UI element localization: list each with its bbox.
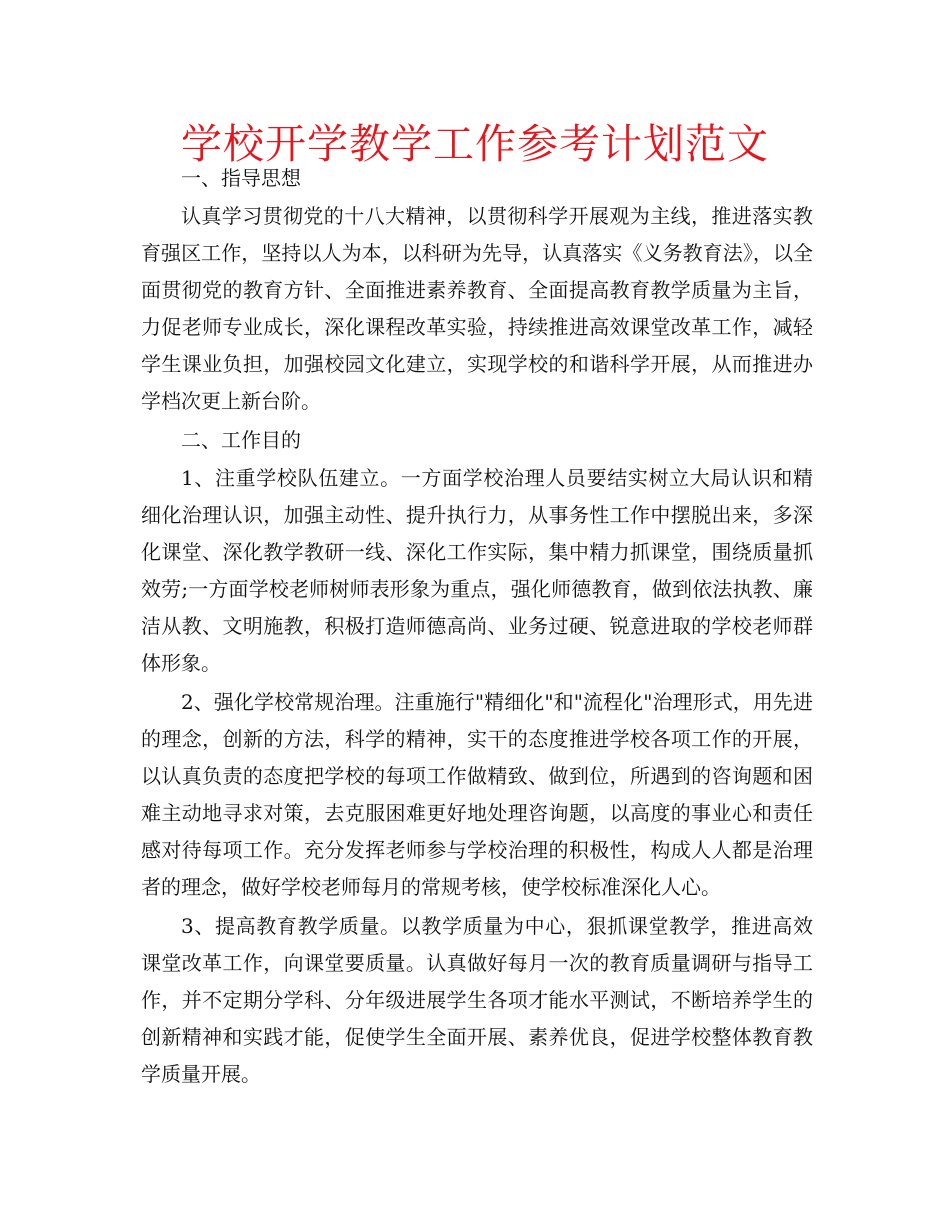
document-body: [141, 160, 813, 1093]
paragraph: 3、提高教育教学质量。以教学质量为中心，狠抓课堂教学，推进高效课堂改革工作，向课堂要质量。认真做好每月一次的教育质量调研与指导工作，并不定期分学科、分年级进展学生各项才能水平测试，不断培养学生的创新精神和实践才能，促使学生全面开展、素养优良，促进学校整体教育教学质量开展。: [141, 914, 813, 1086]
document-title: 学校开学教学工作参考计划范文: [181, 120, 769, 168]
paragraph: 1、注重学校队伍建立。一方面学校治理人员要结实树立大局认识和精细化治理认识，加强主动性、提升执行力，从事务性工作中摆脱出来，多深化课堂、深化教学教研一线、深化工作实际，集中精力抓课堂，围绕质量抓效劳;一方面学校老师树师表形象为重点，强化师德教育，做到依法执教、廉洁从教、文明施教，积极打造师德高尚、业务过硬、锐意进取的学校老师群体形象。: [141, 466, 813, 675]
paragraph: 2、强化学校常规治理。注重施行"精细化"和"流程化"治理形式，用先进的理念，创新的方法，科学的精神，实干的态度推进学校各项工作的开展，以认真负责的态度把学校的每项工作做精致、做到位，所遇到的咨询题和困难主动地寻求对策，去克服困难更好地处理咨询题，以高度的事业心和责任感对待每项工作。充分发挥老师参与学校治理的积极性，构成人人都是治理者的理念，做好学校老师每月的常规考核，使学校标准深化人心。: [141, 690, 813, 899]
section-heading: 二、工作目的: [181, 428, 301, 452]
section-heading: 一、指导思想: [181, 166, 301, 190]
paragraph: 认真学习贯彻党的十八大精神，以贯彻科学开展观为主线，推进落实教育强区工作，坚持以人为本，以科研为先导，认真落实《义务教育法》，以全面贯彻党的教育方针、全面推进素养教育、全面提高教育教学质量为主旨，力促老师专业成长，深化课程改革实验，持续推进高效课堂改革工作，减轻学生课业负担，加强校园文化建立，实现学校的和谐科学开展，从而推进办学档次更上新台阶。: [141, 204, 813, 413]
